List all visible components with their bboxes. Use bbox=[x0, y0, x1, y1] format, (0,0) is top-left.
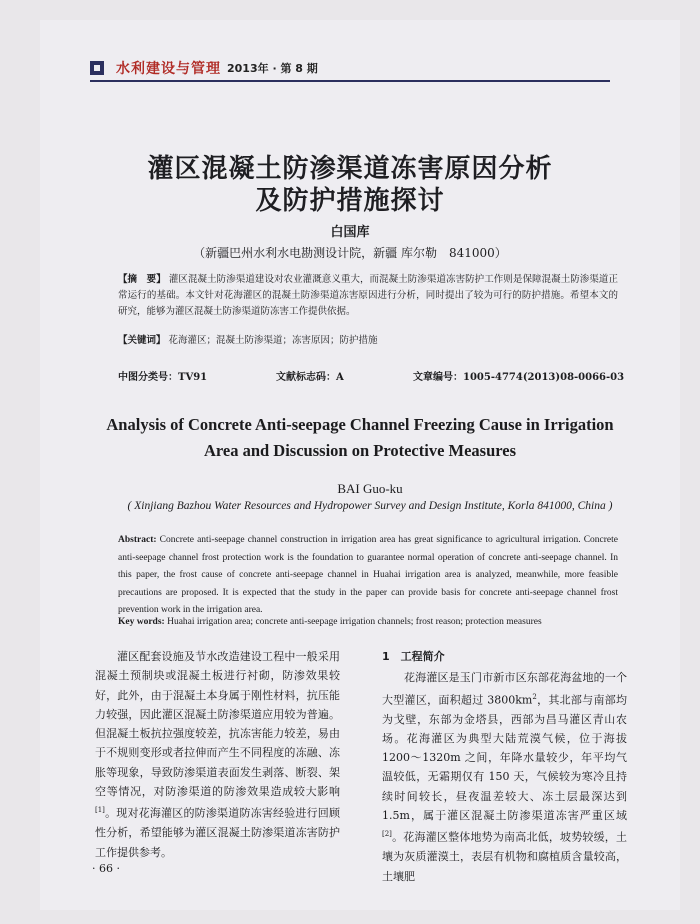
intro-paragraph: 灌区配套设施及节水改造建设工程中一般采用混凝土预制块或混凝土板进行衬砌，防渗效果较好，此外，由于混凝土本身属于刚性材料，抗压能力较强，因此灌区混凝土防渗渠道应用较为普遍。但混凝土板抗拉强度较差，抗冻害能力较差，易由于不规则变形或者拉伸而产生不同程度的冻融、冻胀等现象，导致防渗渠道表面发生剥落、断裂、架空等情况，对防渗渠道的防渗效果造成较大影响[1]。现对花海灌区的防渗渠道防冻害经验进行回顾性分析，希望能够为灌区混凝土防渗渠道冻害防护工作提供参考。 bbox=[95, 650, 340, 859]
affiliation-cn: （新疆巴州水利水电勘测设计院，新疆 库尔勒 841000） bbox=[193, 246, 507, 260]
title-cn-line1: 灌区混凝土防渗渠道冻害原因分析 bbox=[147, 154, 553, 184]
clc-number: 中图分类号：TV91 bbox=[118, 372, 208, 383]
abstract-cn-label: 【摘 要】 bbox=[118, 274, 166, 285]
section-heading: 1 工程简介 bbox=[382, 650, 445, 663]
title-en-line1: Analysis of Concrete Anti-seepage Channel Freezing Cause in Irrigation bbox=[106, 415, 614, 434]
keywords-cn-label: 【关键词】 bbox=[118, 335, 166, 346]
keywords-en-label: Key words: bbox=[118, 617, 165, 627]
keywords-en-text: Huahai irrigation area; concrete anti-seepage irrigation channels; frost reason; protection measures bbox=[167, 617, 542, 627]
abstract-en bbox=[118, 532, 618, 620]
journal-name: 水利建设与管理 bbox=[116, 61, 221, 77]
abstract-en-text: Concrete anti-seepage channel construction in irrigation area has great significance to agricultural irrigation. Concrete anti-seepage channel frost protection work is the foundation to guarantee normal operation of concrete anti-seepage channel. In this paper, the frost cause of concrete anti-seepage channel in Huahai irrigation area is analyzed, meanwhile, more feasible precautions are proposed. It is expected that the study in the paper can provide basis for concrete anti-seepage channel frost prevention work in the irrigation area. bbox=[118, 535, 618, 615]
author-en: BAI Guo-ku bbox=[337, 481, 403, 496]
journal-square-icon bbox=[90, 61, 104, 75]
running-header bbox=[90, 58, 318, 78]
issue-label: 2013年 · 第 8 期 bbox=[227, 62, 318, 75]
page-number: · 66 · bbox=[92, 862, 120, 875]
header-rule bbox=[90, 80, 610, 82]
title-en-line2: Area and Discussion on Protective Measures bbox=[203, 441, 517, 460]
body-column-left bbox=[95, 647, 340, 862]
article-number: 文章编号：1005-4774(2013)08-0066-03 bbox=[413, 372, 625, 383]
abstract-cn-text: 灌区混凝土防渗渠道建设对农业灌溉意义重大，而混凝土防渗渠道冻害防护工作则是保障混凝土防渗渠道正常运行的基础。本文针对花海灌区的混凝土防渗渠道冻害原因进行分析，同时提出了较为可行的防护措施。希望本文的研究，能够为灌区混凝土防渗渠道防冻害工作提供依据。 bbox=[118, 274, 618, 317]
overview-paragraph: 花海灌区是玉门市新市区东部花海盆地的一个大型灌区，面积超过 $3800km^2$，其北部与南部均为戈壁，东部为金塔县，西部为昌马灌区青山农场。花海灌区为典型大陆荒漠气候，位于海拔 1200～1320m 之间，年降水量较少，年平均气温较低，无霜期仅有 150 天，气候较为寒冷且持续时间较长，昼夜温差较大、冻土层最深达到 1.5m，属于灌区混凝土防渗渠道冻害严重区域[2]。花海灌区整体地势为南高北低，坡势较缓，土壤为灰质灌漠土，表层有机物和腐植质含量较高，土壤肥 bbox=[382, 671, 628, 883]
author-cn: 白国库 bbox=[330, 225, 370, 240]
abstract-cn bbox=[118, 272, 618, 320]
keywords-cn-text: 花海灌区；混凝土防渗渠道；冻害原因；防护措施 bbox=[168, 335, 378, 346]
body-column-right bbox=[382, 647, 627, 886]
title-en bbox=[90, 412, 630, 464]
abstract-en-label: Abstract: bbox=[118, 535, 157, 545]
keywords-en bbox=[118, 617, 542, 627]
title-cn-line2: 及防护措施探讨 bbox=[255, 186, 445, 216]
affiliation-en: ( Xinjiang Bazhou Water Resources and Hydropower Survey and Design Institute, Korla 841000, China ) bbox=[127, 500, 613, 512]
document-code: 文献标志码：A bbox=[276, 372, 344, 383]
keywords-cn bbox=[118, 332, 378, 346]
